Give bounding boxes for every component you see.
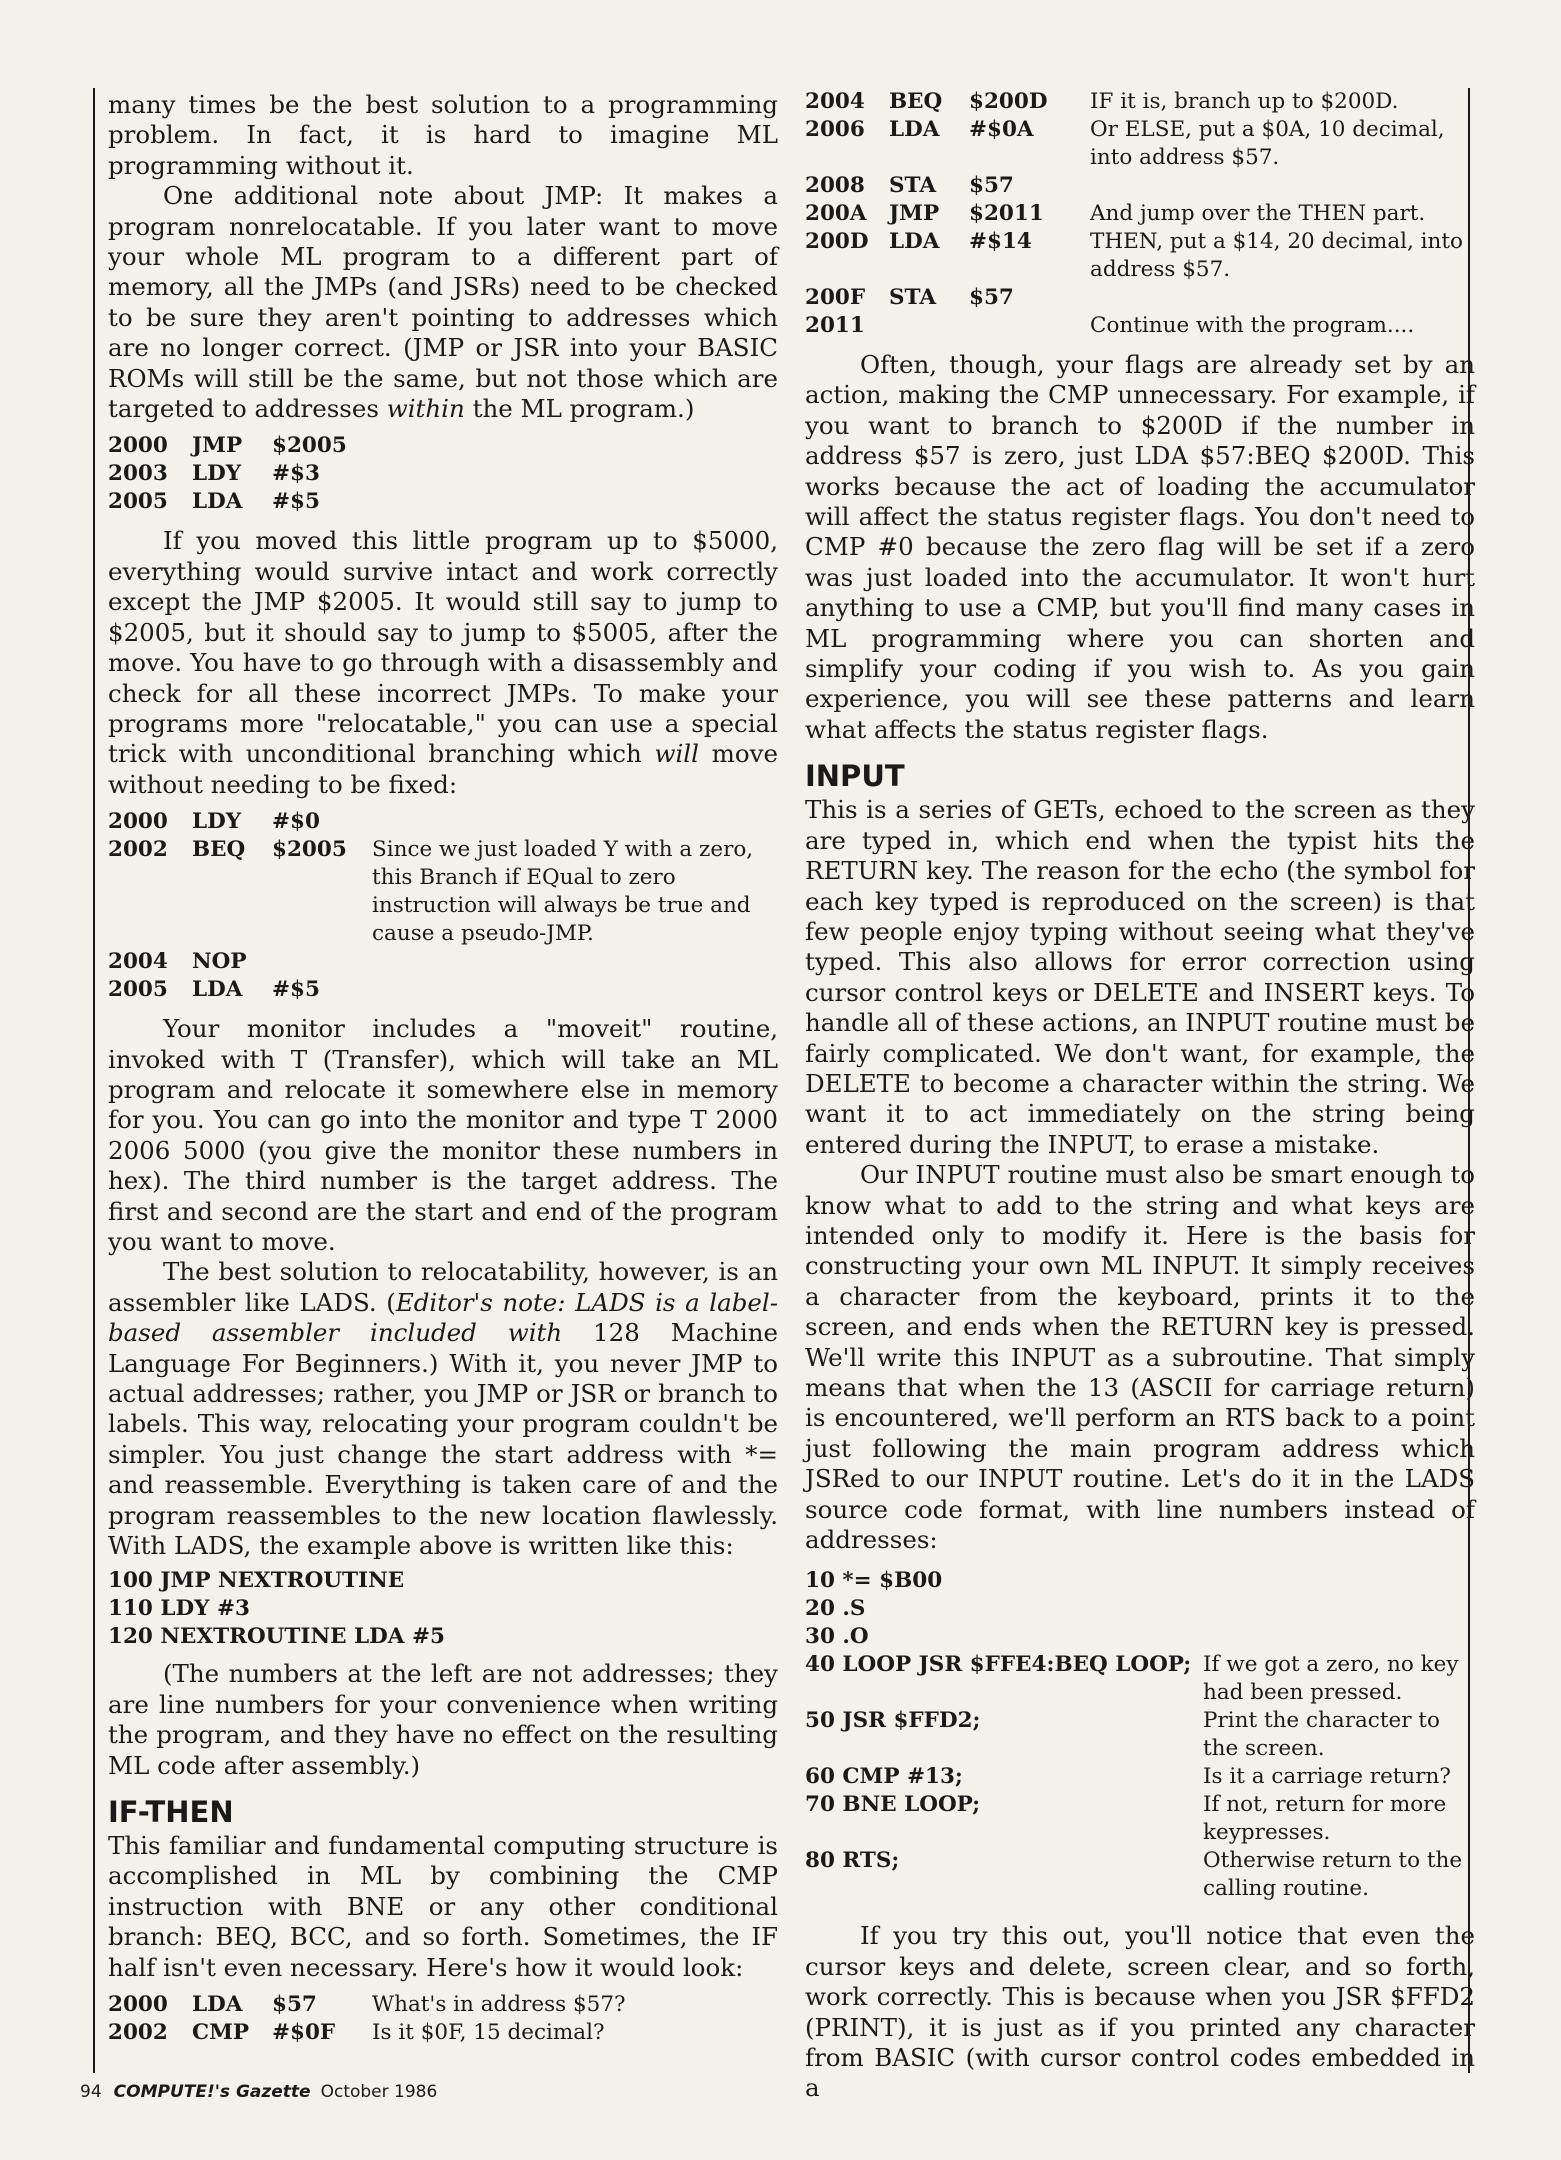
code-line: 120 NEXTROUTINE LDA #5 [108,1624,445,1650]
code-listing-4 [108,1991,778,2047]
issue-date: October 1986 [320,2082,438,2102]
code-line: 2000 JMP $2005 [108,433,347,459]
code-line: 2006 LDA #$0A Or ELSE, put a $0A, 10 decimal, into address $57. [805,117,1445,170]
paragraph: Our INPUT routine must also be smart enough to know what to add to the string and what keys are intended only to modify it. Here is the basis for constructing your own ML INPUT. It simply receives a character from the keyboard, prints it to the screen, and ends when the RETURN key is pressed. We'll write this INPUT as a subroutine. That simply means that when the 13 (ASCII for carriage return) is encountered, we'll perform an RTS back to a point just following the main program address which JSRed to our INPUT routine. Let's do it in the LADS source code format, with line numbers instead of addresses: [805,1160,1475,1555]
code-line: 200A JMP $2011 And jump over the THEN part. [805,201,1426,226]
code-line: 100 JMP NEXTROUTINE [108,1568,405,1594]
code-line: 200F STA $57 [805,285,1014,310]
code-line: 80 RTS; Otherwise return to the calling routine. [805,1848,1463,1902]
left-margin-rule [93,88,95,2073]
code-line: 2004 NOP [108,949,247,975]
code-listing-6 [805,1567,1475,1903]
code-line: 30 .O [805,1624,869,1650]
code-line: 2000 LDY #$0 [108,809,320,835]
paragraph: many times be the best solution to a programming problem. In fact, it is hard to imagine ML programming without it. [108,90,778,180]
code-listing-1 [108,432,778,516]
page-number: 94 [80,2082,102,2102]
code-line: 2004 BEQ $200D IF it is, branch up to $200D. [805,89,1399,114]
code-line: 2008 STA $57 [805,173,1014,198]
code-listing-5 [805,88,1475,340]
code-line: 10 *= $B00 [805,1568,943,1594]
code-line: 2011 Continue with the program.... [805,313,1415,338]
right-column [805,90,1475,2104]
code-line: 2002 CMP #$0F Is it $0F, 15 decimal? [108,2020,605,2046]
publication-name: COMPUTE!'s Gazette [113,2082,311,2102]
code-line: 2005 LDA #$5 [108,489,320,515]
paragraph: Often, though, your flags are already set by an action, making the CMP unnecessary. For example, if you want to branch to $200D if the number in address $57 is zero, just LDA $57:BEQ $200D. This works because the act of loading the accumulator will affect the status register flags. You don't need to CMP #0 because the zero flag will be set if a zero was just loaded into the accumulator. It won't hurt anything to use a CMP, but you'll find many cases in ML programming where you can shorten and simplify your coding if you wish to. As you gain experience, you will see these patterns and learn what affects the status register flags. [805,350,1475,744]
code-line: 2000 LDA $57 What's in address $57? [108,1992,626,2018]
section-heading-if-then: IF-THEN [108,1795,234,1830]
paragraph: One additional note about JMP: It makes a program nonrelocatable. If you later want to move your whole ML program to a different part of memory, all the JMPs (and JSRs) need to be checked to be sure they aren't pointing to addresses which are no longer correct. (JMP or JSR into your BASIC ROMs will still be the same, but not those which are targeted to addresses within the ML program.) [108,181,778,424]
paragraph: The best solution to relocatability, however, is an assembler like LADS. (Editor's note: LADS is a label-based assembler included with 128 Machine Language For Beginners.) With it, you never JMP to actual addresses; rather, you JMP or JSR or branch to labels. This way, relocating your program couldn't be simpler. You just change the start address with *= and reassemble. Everything is taken care of and the program reassembles to the new location flawlessly. With LADS, the example above is written like this: [108,1257,778,1561]
code-line: 110 LDY #3 [108,1596,250,1622]
page-footer [80,2082,437,2102]
code-line: 40 LOOP JSR $FFE4:BEQ LOOP; If we got a zero, no key had been pressed. [805,1652,1459,1706]
code-line: 200D LDA #$14 THEN, put a $14, 20 decimal, into address $57. [805,229,1463,282]
code-line: 60 CMP #13; Is it a carriage return? [805,1764,1451,1790]
code-line: 2005 LDA #$5 [108,977,320,1003]
code-listing-2 [108,808,778,1004]
paragraph: (The numbers at the left are not addresses; they are line numbers for your convenience when writing the program, and they have no effect on the resulting ML code after assembly.) [108,1659,778,1780]
paragraph: If you try this out, you'll notice that even the cursor keys and delete, screen clear, and so forth, work correctly. This is because when you JSR $FFD2 (PRINT), it is just as if you printed any character from BASIC (with cursor control codes embedded in a [805,1921,1475,2103]
code-line: 50 JSR $FFD2; Print the character to the screen. [805,1708,1440,1762]
paragraph: This is a series of GETs, echoed to the screen as they are typed in, which end when the typist hits the RETURN key. The reason for the echo (the symbol for each key typed is reproduced on the screen) is that few people enjoy typing without seeing what they've typed. This also allows for error correction using cursor control keys or DELETE and INSERT keys. To handle all of these actions, an INPUT routine must be fairly complicated. We don't want, for example, the DELETE to become a character within the string. We want it to act immediately on the string being entered during the INPUT, to erase a mistake. [805,795,1475,1159]
code-line: 20 .S [805,1596,866,1622]
left-column [108,90,778,2057]
code-listing-3 [108,1567,778,1651]
code-line: 2003 LDY #$3 [108,461,320,487]
paragraph: This familiar and fundamental computing structure is accomplished in ML by combining the CMP instruction with BNE or any other conditional branch: BEQ, BCC, and so forth. Sometimes, the IF half isn't even necessary. Here's how it would look: [108,1831,778,1982]
paragraph: Your monitor includes a "moveit" routine, invoked with T (Transfer), which will take an ML program and relocate it somewhere else in memory for you. You can go into the monitor and type T 2000 2006 5000 (you give the monitor these numbers in hex). The third number is the target address. The first and second are the start and end of the program you want to move. [108,1014,778,1256]
section-heading-input: INPUT [805,759,905,794]
code-line: 2002 BEQ $2005 Since we just loaded Y with a zero, this Branch if EQual to zero instruction will always be true and cause a pseudo-JMP. [108,837,754,947]
paragraph: If you moved this little program up to $5000, everything would survive intact and work correctly except the JMP $2005. It would still say to jump to $2005, but it should say to jump to $5005, after the move. You have to go through with a disassembly and check for all these incorrect JMPs. To make your programs more "relocatable," you can use a special trick with unconditional branching which will move without needing to be fixed: [108,526,778,799]
code-line: 70 BNE LOOP; If not, return for more keypresses. [805,1792,1447,1846]
